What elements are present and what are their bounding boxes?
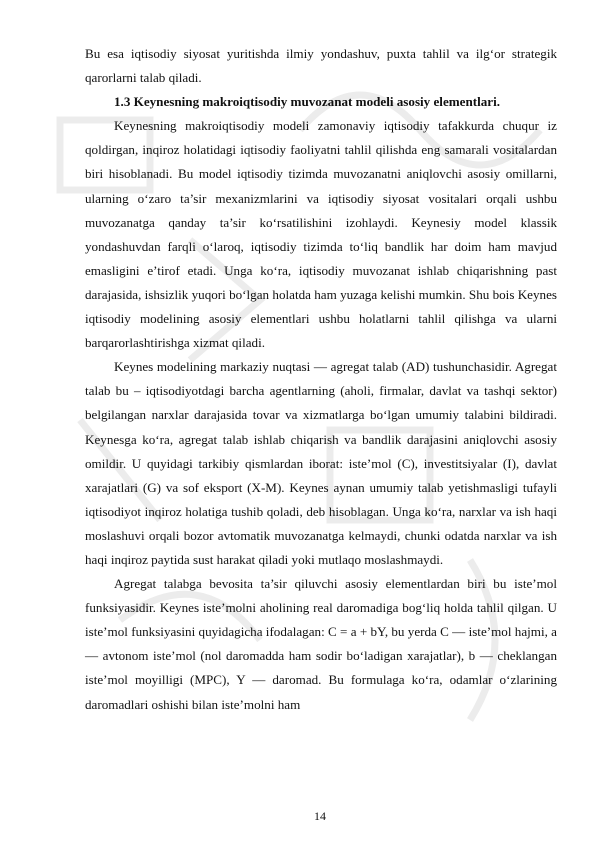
body-paragraph: Keynes modelining markaziy nuqtasi — agregat talab (AD) tushunchasidir. Agregat talab bu – iqtisodiyotdagi barcha agentlarning (aholi, firmalar, davlat va tashqi sektor) belgilangan narxlar darajasida tovar va xizmatlarga bo‘lgan umumiy talabini bildiradi. Keynesga ko‘ra, agregat talab ishlab chiqarish va bandlik darajasini aniqlovchi asosiy omildir. U quyidagi tarkibiy qismlardan iborat: iste’mol (C), investitsiyalar (I), davlat xarajatlari (G) va sof eksport (X-M). Keynes aynan umumiy talab yetishmasligi tufayli iqtisodiyot inqiroz holatiga tushib qoladi, deb hisoblagan. Unga ko‘ra, narxlar va ish haqi moslashuvi orqali bozor avtomatik muvozanatga kelmaydi, chunki odatda narxlar va ish haqi inqiroz paytida sust harakat qiladi yoki mutlaqo moslashmaydi. <box>85 359 557 567</box>
page-number: 14 <box>314 809 326 823</box>
section-heading: 1.3 Keynesning makroiqtisodiy muvozanat modeli asosiy elementlari. <box>114 94 501 110</box>
document-body <box>85 42 557 717</box>
body-paragraph: Agregat talabga bevosita ta’sir qiluvchi asosiy elementlardan biri bu iste’mol funksiyasidir. Keynes iste’molni aholining real daromadiga bog‘liq holda tahlil qilgan. U iste’mol funksiyasini quyidagicha ifodalagan: C = a + bY, bu yerda C — iste’mol hajmi, a — avtonom iste’mol (nol daromadda ham sodir bo‘ladigan xarajatlar), b — cheklangan iste’mol moyilligi (MPC), Y — daromad. Bu formulaga ko‘ra, odamlar o‘zlarining daromadlari oshishi bilan iste’molni ham <box>85 576 557 712</box>
body-paragraph: Keynesning makroiqtisodiy modeli zamonaviy iqtisodiy tafakkurda chuqur iz qoldirgan, inqiroz holatidagi iqtisodiy faoliyatni tahlil qilishda eng samarali vositalardan biri hisoblanadi. Bu model iqtisodiy tizimda muvozanatni aniqlovchi asosiy omillarni, ularning o‘zaro ta’sir mexanizmlarini va iqtisodiy siyosat vositalari orqali ushbu muvozanatga qanday ta’sir ko‘rsatilishini izohlaydi. Keynesiy model klassik yondashuvdan farqli o‘laroq, iqtisodiy tizimda to‘liq bandlik har doim ham mavjud emasligini e’tirof etadi. Unga ko‘ra, iqtisodiy muvozanat ishlab chiqarishning past darajasida, ishsizlik yuqori bo‘lgan holatda ham yuzaga kelishi mumkin. Shu bois Keynes iqtisodiy modelining asosiy elementlari ushbu holatlarni tahlil qilishga va ularni barqarorlashtirishga xizmat qiladi. <box>85 118 557 351</box>
opening-paragraph: Bu esa iqtisodiy siyosat yuritishda ilmiy yondashuv, puxta tahlil va ilg‘or strategik qarorlarni talab qiladi. <box>85 46 557 86</box>
